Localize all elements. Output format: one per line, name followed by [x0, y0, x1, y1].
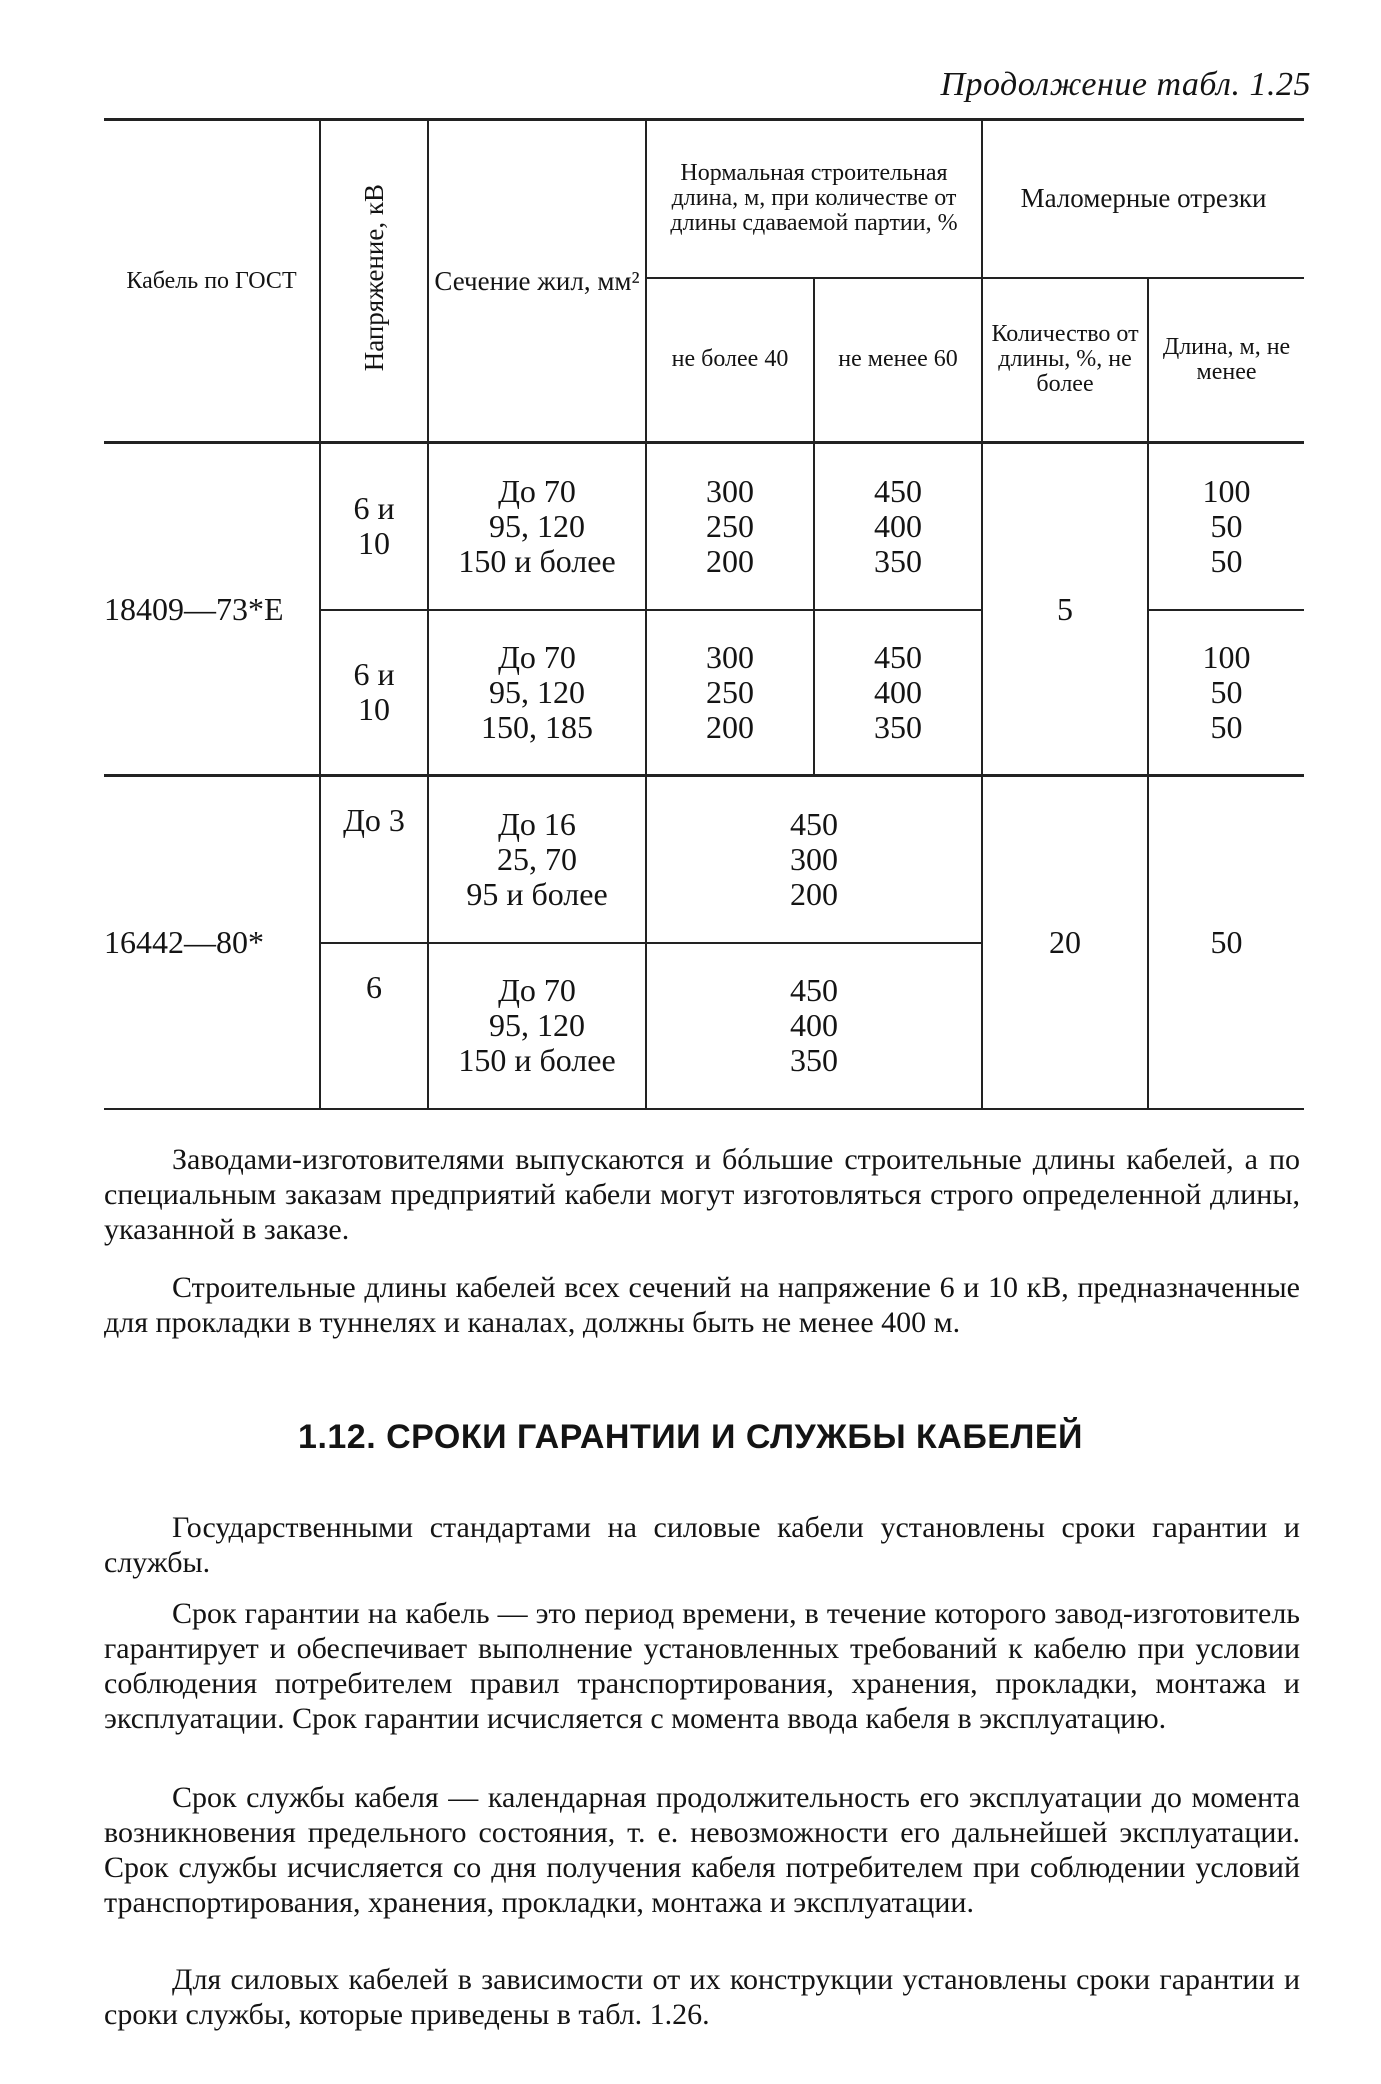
paragraph: Для силовых кабелей в зависимости от их конструкции установлены сроки гарантии и сроки службы, которые приведены в табл. 1.26. — [104, 1963, 1300, 2031]
table-caption: Продолжение табл. 1.25 — [940, 66, 1311, 103]
section-cell: До 70 95, 120 150 и более — [428, 943, 646, 1109]
header-normal-length: Нормальная строительная длина, м, при количестве от длины сдаваемой партии, % — [646, 120, 982, 278]
paragraph: Заводами-изготовителями выпускаются и бóльшие строительные длины кабелей, а по специальным заказам предприятий кабели могут изготовляться строго определенной длины, указанной в заказе. — [104, 1143, 1300, 1246]
length-cell: 50 — [1148, 776, 1304, 1109]
voltage-cell: 6 и 10 — [320, 610, 428, 776]
length-cell: 100 50 50 — [1148, 610, 1304, 776]
section-cell: До 70 95, 120 150 и более — [428, 443, 646, 610]
quantity-cell: 5 — [982, 443, 1148, 776]
section-cell: До 16 25, 70 95 и более — [428, 776, 646, 943]
value-cell: 450 400 350 — [814, 443, 982, 610]
voltage-cell: 6 и 10 — [320, 443, 428, 610]
section-title: 1.12. СРОКИ ГАРАНТИИ И СЛУЖБЫ КАБЕЛЕЙ — [298, 1418, 1083, 1456]
value-cell: 300 250 200 — [646, 610, 814, 776]
length-cell: 100 50 50 — [1148, 443, 1304, 610]
paragraph: Срок гарантии на кабель — это период времени, в течение которого завод-изготовитель гарантирует и обеспечивает выполнение установленных требований к кабелю при условии соблюдения потребителем правил транспортирования, хранения, прокладки, монтажа и эксплуатации. Срок гарантии исчисляется с момента ввода кабеля в эксплуатацию. — [104, 1597, 1300, 1735]
value-cell: 300 250 200 — [646, 443, 814, 610]
paragraph: Срок службы кабеля — календарная продолжительность его эксплуатации до момента возникновения предельного состояния, т. е. невозможности его дальнейшей эксплуатации. Срок службы исчисляется со дня получения кабеля потребителем при соблюдении условий транспортирования, хранения, прокладки, монтажа и эксплуатации. — [104, 1781, 1300, 1919]
section-cell: До 70 95, 120 150, 185 — [428, 610, 646, 776]
table-row — [104, 443, 1304, 610]
paragraph: Строительные длины кабелей всех сечений на напряжение 6 и 10 кВ, предназначенные для прокладки в туннелях и каналах, должны быть не менее 400 м. — [104, 1271, 1300, 1339]
value-cell: 450 400 350 — [646, 943, 982, 1109]
header-short-pieces: Маломерные отрезки — [982, 120, 1304, 278]
cable-length-table — [104, 118, 1304, 1110]
value-cell: 450 400 350 — [814, 610, 982, 776]
table-row — [104, 776, 1304, 943]
quantity-cell: 20 — [982, 776, 1148, 1109]
header-length: Длина, м, не менее — [1148, 278, 1304, 443]
gost-cell: 18409—73*Е — [104, 443, 320, 776]
voltage-cell: 6 — [320, 943, 428, 1109]
header-not-more-40: не более 40 — [646, 278, 814, 443]
value-cell: 450 300 200 — [646, 776, 982, 943]
header-not-less-60: не менее 60 — [814, 278, 982, 443]
paragraph: Государственными стандартами на силовые кабели установлены сроки гарантии и службы. — [104, 1511, 1300, 1579]
gost-cell: 16442—80* — [104, 776, 320, 1109]
header-voltage: Напряжение, кВ — [320, 120, 428, 443]
header-quantity: Количество от длины, %, не более — [982, 278, 1148, 443]
header-section: Сечение жил, мм² — [428, 120, 646, 443]
header-cable: Кабель по ГОСТ — [104, 120, 320, 443]
voltage-cell: До 3 — [320, 776, 428, 943]
